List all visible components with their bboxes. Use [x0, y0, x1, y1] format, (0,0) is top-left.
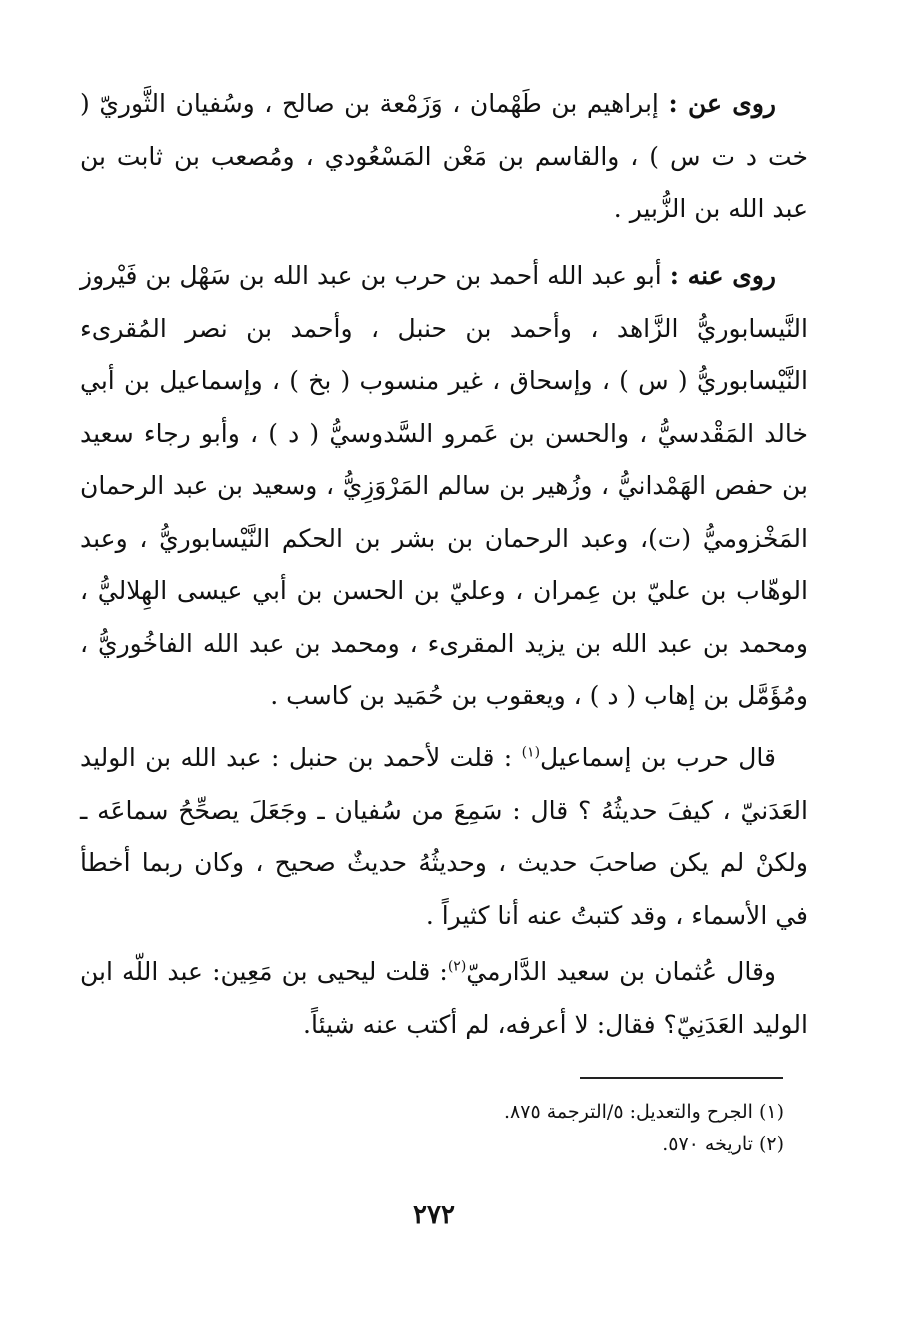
footnote-marker-1: (١): [521, 744, 541, 761]
footnote-1: (١) الجرح والتعديل: ٥/الترجمة ٨٧٥.: [504, 1101, 784, 1123]
paragraph-harb-quote: [80, 732, 808, 942]
footnote-marker-2: (٢): [447, 958, 467, 975]
footnote-divider: [580, 1077, 783, 1079]
section-heading-narrated-from: روى عن :: [668, 89, 776, 118]
paragraph-darimi-quote: [80, 946, 808, 1051]
page-number: ٢٧٢: [413, 1200, 455, 1230]
paragraph-text-rest: : قلت لأحمد بن حنبل : عبد الله بن الوليد العَدَنيّ ، كيفَ حديثُهُ ؟ قال : سَمِعَ من سُفيان ـ وجَعَلَ يصحِّحُ سماعَه ـ ولكنْ لم يكن صاحبَ حديث ، وحديثُهُ حديثٌ صحيح ، وكان ربما أخطأ في الأسماء ، وقد كتبتُ عنه أنا كثيراً .: [80, 743, 808, 930]
paragraph-text-start: وقال عُثمان بن سعيد الدَّارميّ: [466, 957, 776, 986]
section-heading-narrated-by: روى عنه :: [669, 261, 776, 290]
paragraph-narrated-from: [80, 78, 808, 236]
footnote-2: (٢) تاريخه ٥٧٠.: [662, 1133, 784, 1155]
paragraph-body: أبو عبد الله أحمد بن حرب بن عبد الله بن سَهْل بن فَيْروز النَّيسابوريُّ الزَّاهد ، وأحمد بن حنبل ، وأحمد بن نصر المُقرىء النَّيْسابوريُّ ( س ) ، وإسحاق ، غير منسوب ( بخ ) ، وإسماعيل بن أبي خالد المَقْدسيُّ ، والحسن بن عَمرو السَّدوسيُّ ( د ) ، وأبو رجاء سعيد بن حفص الهَمْدانيُّ ، وزُهير بن سالم المَرْوَزِيُّ ، وسعيد بن عبد الرحمان المَخْزوميُّ (ت)، وعبد الرحمان بن بشر بن الحكم النَّيْسابوريُّ ، وعبد الوهّاب بن عليّ بن عِمران ، وعليّ بن الحسن بن أبي عيسى الهِلاليُّ ، ومحمد بن عبد الله بن يزيد المقرىء ، ومحمد بن عبد الله الفاخُوريُّ ، ومُؤَمَّل بن إهاب ( د ) ، ويعقوب بن حُمَيد بن كاسب .: [80, 261, 808, 710]
paragraph-body: إبراهيم بن طَهْمان ، وَزَمْعة بن صالح ، وسُفيان الثَّوريّ ( خت د ت س ) ، والقاسم بن مَعْن المَسْعُودي ، ومُصعب بن ثابت بن عبد الله بن الزُّبير .: [80, 89, 808, 223]
paragraph-text-rest: : قلت ليحيى بن مَعِين: عبد اللّه ابن الوليد العَدَنِيّ؟ فقال: لا أعرفه، لم أكتب عنه شيئاً.: [80, 957, 808, 1039]
paragraph-text-start: قال حرب بن إسماعيل: [540, 743, 776, 772]
paragraph-narrated-by: [80, 250, 808, 723]
